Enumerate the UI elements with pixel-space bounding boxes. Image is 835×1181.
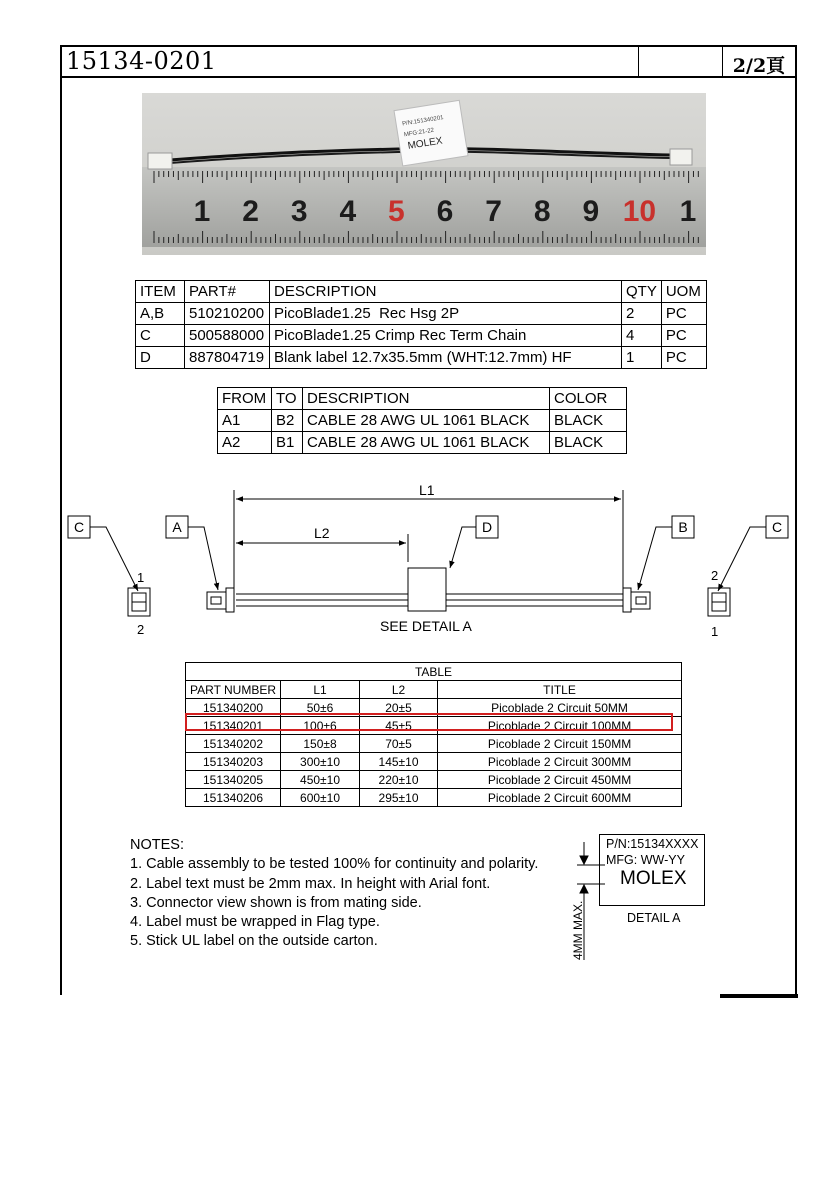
cell: A,B — [136, 303, 185, 325]
cell: PC — [661, 347, 706, 369]
cell: Blank label 12.7x35.5mm (WHT:12.7mm) HF — [270, 347, 622, 369]
dimension-l2-label: L2 — [314, 525, 330, 541]
cell: 300±10 — [281, 753, 360, 771]
cell: PicoBlade1.25 Crimp Rec Term Chain — [270, 325, 622, 347]
header-cell: DESCRIPTION — [270, 281, 622, 303]
cell: 151340200 — [186, 699, 281, 717]
header-cell: QTY — [622, 281, 662, 303]
ruler-number: 6 — [436, 195, 454, 228]
cable-label — [394, 100, 468, 166]
max-height-label: 4MM MAX. — [571, 900, 585, 960]
wiring-table — [217, 387, 627, 454]
cell: 295±10 — [360, 789, 438, 807]
cell: 510210200 — [185, 303, 270, 325]
table-row — [186, 753, 682, 771]
note-item: 1. Cable assembly to be tested 100% for continuity and polarity. — [130, 856, 539, 873]
cell: 220±10 — [360, 771, 438, 789]
ruler-number: 1 — [679, 195, 697, 228]
part-number-table — [185, 662, 682, 807]
cell: Picoblade 2 Circuit 50MM — [438, 699, 682, 717]
ruler-number: 9 — [582, 195, 600, 228]
cell: A1 — [218, 410, 272, 432]
cell: BLACK — [550, 410, 627, 432]
cell: 151340202 — [186, 735, 281, 753]
note-item: 3. Connector view shown is from mating side. — [130, 894, 422, 911]
detail-brand: MOLEX — [620, 868, 687, 889]
table-row — [136, 347, 707, 369]
pin-label: 1 — [711, 624, 719, 639]
cable-drawing — [60, 478, 797, 646]
ruler-number: 1 — [193, 195, 211, 228]
table-header-row — [136, 281, 707, 303]
cell: 151340205 — [186, 771, 281, 789]
highlighted-row-marker — [185, 713, 673, 731]
header-cell: COLOR — [550, 388, 627, 410]
cell: B2 — [272, 410, 303, 432]
document-number: 15134-0201 — [66, 47, 217, 75]
cell: Picoblade 2 Circuit 600MM — [438, 789, 682, 807]
table-row — [186, 735, 682, 753]
ruler-number: 5 — [388, 195, 405, 228]
cell: BLACK — [550, 432, 627, 454]
cell: Picoblade 2 Circuit 300MM — [438, 753, 682, 771]
svg-text:MFG:21-22: MFG:21-22 — [403, 127, 435, 139]
cell: 50±6 — [281, 699, 360, 717]
header-cell: PART NUMBER — [186, 681, 281, 699]
detail-pn: P/N:15134XXXX — [606, 837, 699, 851]
cell: CABLE 28 AWG UL 1061 BLACK — [303, 410, 550, 432]
pin-label: 2 — [711, 568, 719, 583]
callout-a: A — [172, 519, 182, 535]
frame-bottom-bar — [720, 994, 798, 998]
cell: 4 — [622, 325, 662, 347]
header-cell: UOM — [661, 281, 706, 303]
pin-label: 2 — [137, 622, 145, 637]
table-row — [218, 432, 627, 454]
pin-label: 1 — [137, 570, 145, 585]
cell: 150±8 — [281, 735, 360, 753]
cell: 151340203 — [186, 753, 281, 771]
header-cell: L1 — [281, 681, 360, 699]
cell: D — [136, 347, 185, 369]
notes-heading: NOTES: — [130, 837, 184, 853]
cell: Picoblade 2 Circuit 100MM — [438, 717, 682, 735]
cell: 1 — [622, 347, 662, 369]
page-number: 2/2頁 — [732, 55, 786, 77]
table-title-row — [186, 663, 682, 681]
ruler-number: 3 — [290, 195, 308, 228]
table-row — [136, 325, 707, 347]
cell: 887804719 — [185, 347, 270, 369]
bom-table — [135, 280, 707, 369]
product-photo — [142, 93, 706, 255]
see-detail-label: SEE DETAIL A — [380, 618, 472, 634]
svg-text:MOLEX: MOLEX — [406, 135, 444, 152]
cell: 45±5 — [360, 717, 438, 735]
header-cell-divider — [638, 45, 639, 77]
note-item: 2. Label text must be 2mm max. In height with Arial font. — [130, 875, 491, 892]
header-cell: TO — [272, 388, 303, 410]
header-cell: ITEM — [136, 281, 185, 303]
cell: 70±5 — [360, 735, 438, 753]
cell: A2 — [218, 432, 272, 454]
header-divider — [60, 76, 797, 78]
cell: PC — [661, 303, 706, 325]
cell: PicoBlade1.25 Rec Hsg 2P — [270, 303, 622, 325]
header-cell: DESCRIPTION — [303, 388, 550, 410]
header-cell: TITLE — [438, 681, 682, 699]
dimension-l1-label: L1 — [419, 482, 435, 498]
cell: PC — [661, 325, 706, 347]
callout-c-right: C — [771, 519, 783, 535]
callout-d: D — [481, 519, 493, 535]
ruler-number: 10 — [622, 195, 657, 228]
cell: 450±10 — [281, 771, 360, 789]
table-title: TABLE — [186, 663, 682, 681]
cell: 500588000 — [185, 325, 270, 347]
detail-caption: DETAIL A — [627, 911, 681, 925]
cell: 151340206 — [186, 789, 281, 807]
callout-c-left: C — [73, 519, 85, 535]
header-cell: PART# — [185, 281, 270, 303]
notes-section — [130, 836, 538, 952]
cell: 600±10 — [281, 789, 360, 807]
ruler-number: 2 — [242, 195, 259, 228]
header-cell-divider — [722, 45, 723, 77]
header-cell: FROM — [218, 388, 272, 410]
table-row — [186, 771, 682, 789]
table-row — [136, 303, 707, 325]
table-header-row — [186, 681, 682, 699]
header-cell: L2 — [360, 681, 438, 699]
svg-text:P/N:151340201: P/N:151340201 — [401, 115, 444, 128]
detail-a-label — [599, 834, 705, 906]
callout-b: B — [678, 519, 688, 535]
cell: Picoblade 2 Circuit 450MM — [438, 771, 682, 789]
table-row — [218, 410, 627, 432]
cell: 151340201 — [186, 717, 281, 735]
note-item: 5. Stick UL label on the outside carton. — [130, 933, 378, 950]
cell: B1 — [272, 432, 303, 454]
ruler-number: 4 — [339, 195, 357, 228]
table-header-row — [218, 388, 627, 410]
cell: 20±5 — [360, 699, 438, 717]
note-item: 4. Label must be wrapped in Flag type. — [130, 914, 380, 931]
ruler-number: 7 — [485, 195, 502, 228]
cell: 2 — [622, 303, 662, 325]
cell: 100±6 — [281, 717, 360, 735]
table-row — [186, 789, 682, 807]
cell: Picoblade 2 Circuit 150MM — [438, 735, 682, 753]
cell: 145±10 — [360, 753, 438, 771]
cell: CABLE 28 AWG UL 1061 BLACK — [303, 432, 550, 454]
cell: C — [136, 325, 185, 347]
detail-mfg: MFG: WW-YY — [606, 853, 685, 867]
ruler-number: 8 — [533, 195, 551, 228]
